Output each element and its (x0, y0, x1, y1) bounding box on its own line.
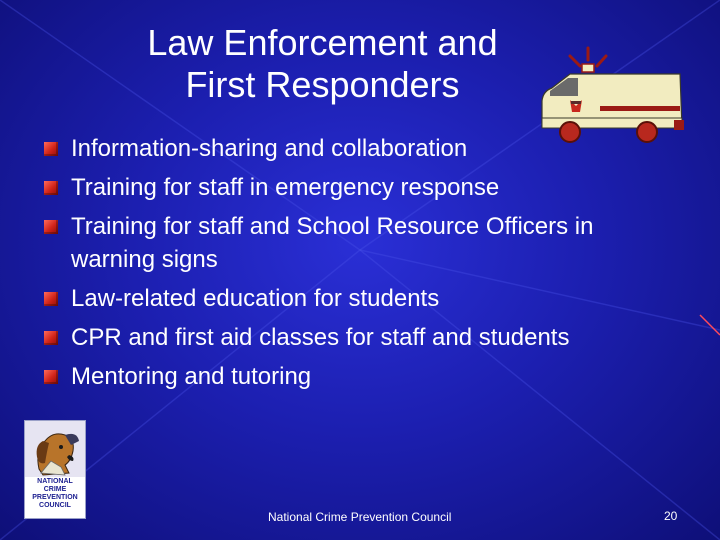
slide-title (80, 22, 565, 106)
ncpc-logo (24, 420, 86, 519)
bullet-marker-icon (44, 142, 58, 156)
mcgruff-dog-icon (25, 421, 85, 477)
bullet-marker-icon (44, 181, 58, 195)
bullet-marker-icon (44, 331, 58, 345)
slide-footer: National Crime Prevention Council (268, 510, 452, 524)
bullet-text: Information-sharing and collaboration (71, 135, 468, 162)
ambulance-icon (540, 46, 685, 146)
logo-caption (25, 478, 85, 510)
bullet-item (44, 210, 684, 276)
logo-line: CRIME (43, 486, 67, 493)
bullet-marker-icon (44, 292, 58, 306)
bullet-text: Law-related education for students (71, 285, 440, 312)
bullet-item (44, 282, 684, 315)
slide-title-line-1: Law Enforcement and (147, 22, 498, 63)
logo-line: COUNCIL (39, 502, 71, 509)
bullet-text: Mentoring and tutoring (71, 363, 312, 390)
bullet-item (44, 321, 684, 354)
logo-line: NATIONAL (37, 478, 73, 485)
bullet-item (44, 171, 684, 204)
bullet-text: CPR and first aid classes for staff and students (71, 324, 570, 351)
slide-title-line-2: First Responders (185, 64, 460, 105)
bullet-text: Training for staff in emergency response (71, 174, 500, 201)
logo-line: PREVENTION (32, 494, 78, 501)
bullet-text: Training for staff and School Resource Officers in warning signs (71, 213, 594, 273)
bullet-item (44, 132, 684, 165)
page-number: 20 (664, 509, 678, 523)
bullet-marker-icon (44, 220, 58, 234)
bullet-marker-icon (44, 370, 58, 384)
bullet-list (44, 132, 684, 399)
bullet-item (44, 360, 684, 393)
